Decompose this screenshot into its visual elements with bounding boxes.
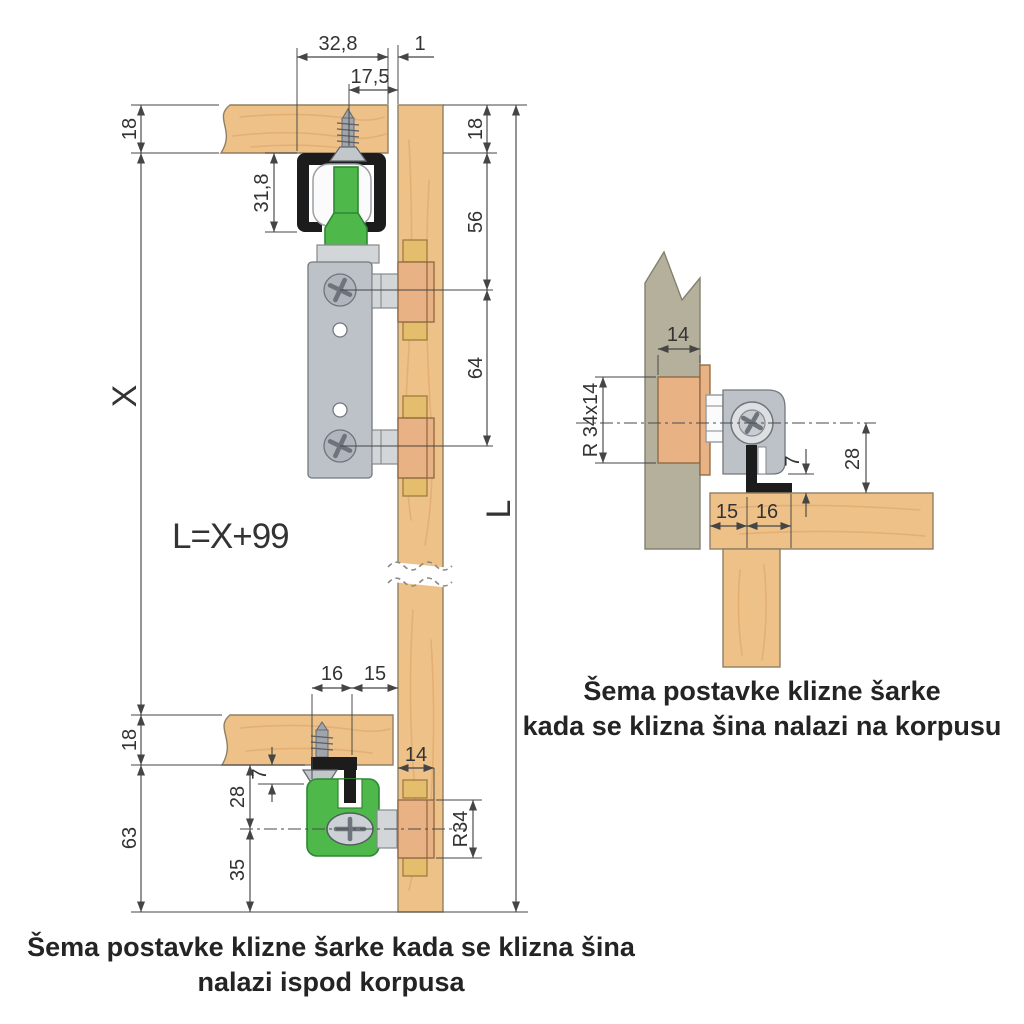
hinge-cup-top <box>398 262 434 322</box>
cup-lug <box>403 858 427 876</box>
dim-label-x: X <box>106 384 144 408</box>
l-bracket-in-slot <box>344 779 356 803</box>
roller-bracket-body <box>325 213 367 247</box>
cup-lug <box>403 322 427 340</box>
dim-label-16: 16 <box>320 663 344 685</box>
dim-label-cup-size: R 34x14 <box>580 382 602 458</box>
dim-label-r34: R34 <box>450 810 472 848</box>
dim-label-15: 15 <box>715 501 739 523</box>
cup-lug <box>403 240 427 262</box>
dim-label-35: 35 <box>227 858 249 882</box>
roller-bracket-stem <box>334 167 358 215</box>
left-caption-line1: Šema postavke klizne šarke kada se klizna šina <box>27 932 635 962</box>
right-caption-line2: kada se klizna šina nalazi na korpusu <box>522 711 1002 741</box>
dim-label-top-thickness-left: 18 <box>119 117 141 141</box>
hinge-cup-bottom <box>398 418 434 478</box>
dim-label-64: 64 <box>465 356 487 380</box>
clamp-bracket <box>307 779 379 856</box>
dim-label-rail-height: 31,8 <box>251 173 273 213</box>
right-caption-line1: Šema postavke klizne šarke <box>583 676 941 706</box>
formula-label: L=X+99 <box>172 517 289 556</box>
dim-label-7: 7 <box>782 455 804 467</box>
dim-label-28: 28 <box>842 447 864 471</box>
hinge-arm-top <box>372 274 398 308</box>
hinge-cup <box>658 365 710 475</box>
plate-connector <box>317 245 379 263</box>
cup-lug <box>403 780 427 798</box>
corpus-top <box>710 493 933 549</box>
dim-label-gap: 1 <box>414 33 426 55</box>
dim-label-63: 63 <box>119 826 141 850</box>
dim-label-l: L <box>480 499 518 519</box>
dim-label-top-thickness-right: 18 <box>465 117 487 141</box>
hinge-knuckle <box>706 395 723 442</box>
dim-label-cup-depth: 14 <box>666 324 690 346</box>
dim-label-rail-width: 32,8 <box>318 33 358 55</box>
cup-lug <box>403 478 427 496</box>
dim-label-14: 14 <box>404 744 428 766</box>
dim-label-28: 28 <box>227 785 249 809</box>
corpus-bottom-panel <box>222 715 393 765</box>
body-slot <box>758 447 766 474</box>
corpus-side <box>723 549 780 667</box>
dim-label-16: 16 <box>755 501 779 523</box>
hinge-arm-bottom <box>372 430 398 464</box>
dim-label-screw-offset: 17,5 <box>350 66 390 88</box>
plate-hole <box>333 403 347 417</box>
dim-label-56: 56 <box>465 210 487 234</box>
cup-lug <box>403 396 427 418</box>
plate-hole <box>333 323 347 337</box>
left-caption-line2: nalazi ispod korpusa <box>197 967 465 997</box>
dim-label-15: 15 <box>363 663 387 685</box>
dim-label-bottom-thickness: 18 <box>119 728 141 752</box>
dim-label-7: 7 <box>249 768 271 780</box>
